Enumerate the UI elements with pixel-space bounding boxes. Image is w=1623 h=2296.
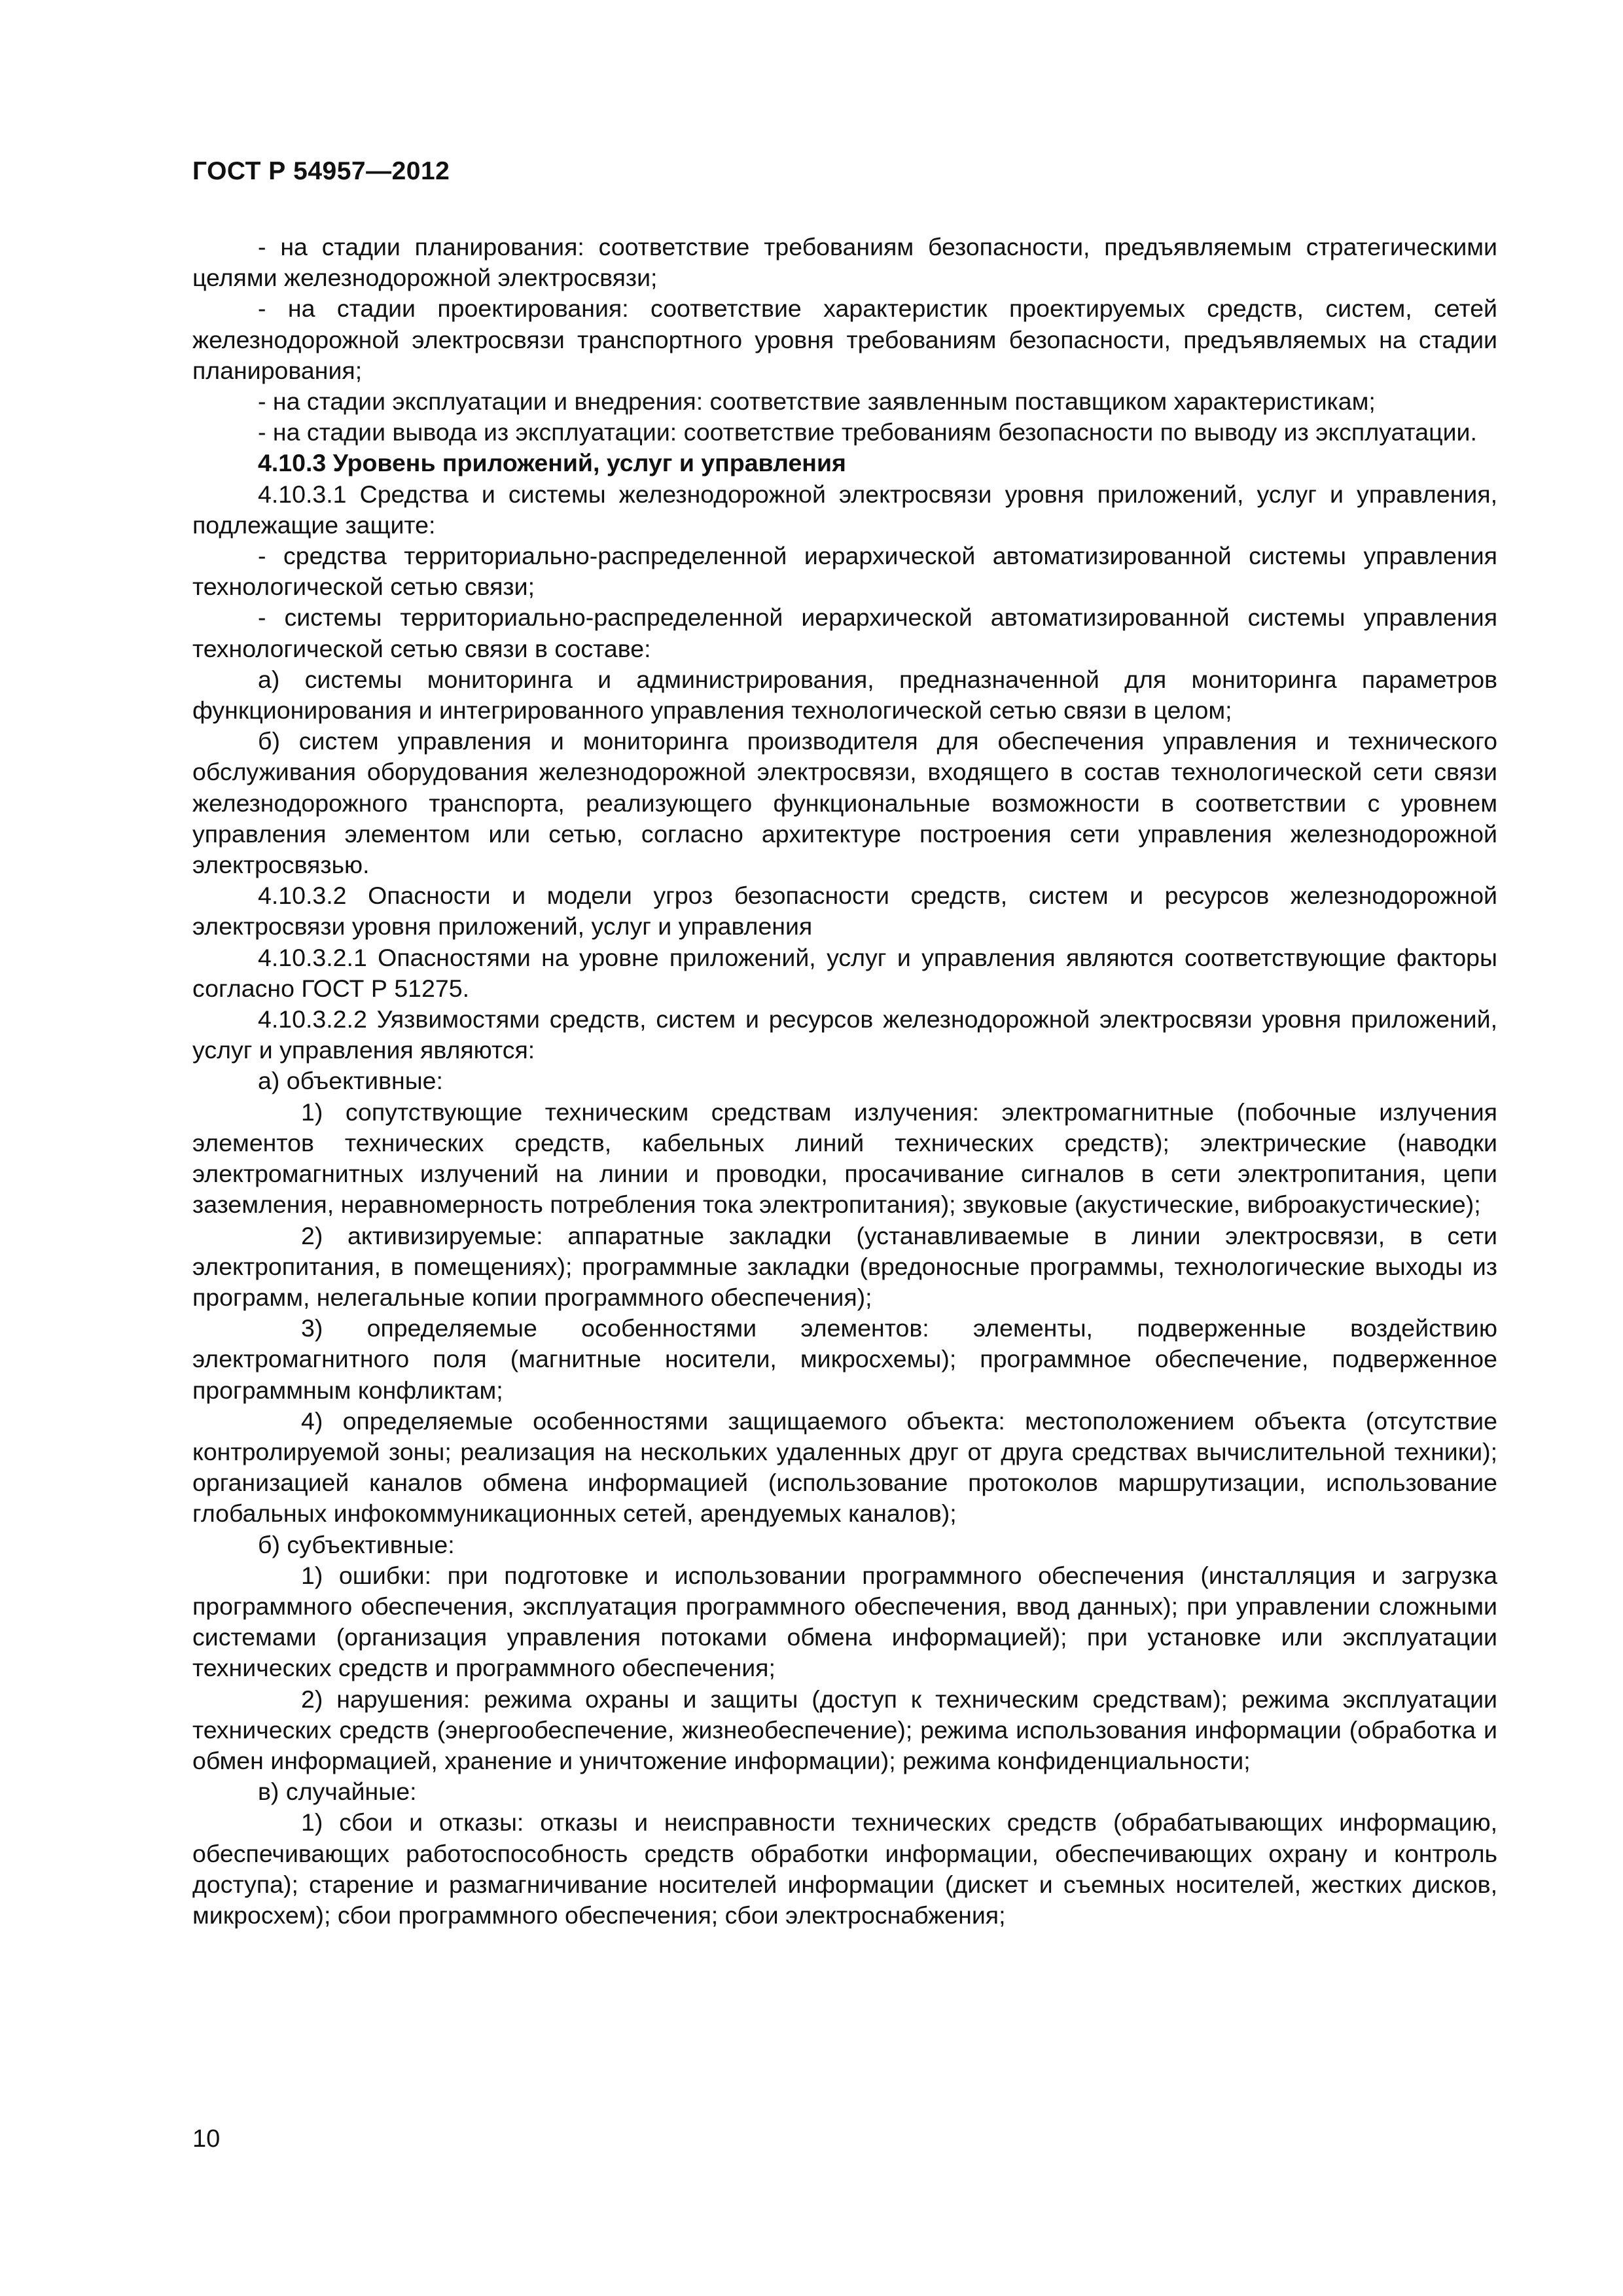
paragraph: б) систем управления и мониторинга производителя для обеспечения управления и технического обслуживания оборудования железнодорожной электросвязи, входящего в состав технологической сети связи железнодорожного транспорта, реализующего функциональные возможности в соответствии с уровнем управления элементом или сетью, согласно архитектуре построения сети управления железнодорожной электросвязью. (192, 727, 1497, 879)
paragraph: а) объективные: (258, 1067, 443, 1095)
document-header: ГОСТ Р 54957—2012 (192, 157, 450, 185)
paragraph: - на стадии вывода из эксплуатации: соответствие требованиям безопасности по выводу из эксплуатации. (258, 418, 1477, 446)
paragraph: 2) активизируемые: аппаратные закладки (устанавливаемые в линии электросвязи, в сети электропитания, в помещениях); программные закладки (вредоносные программы, технологические выходы из программ, нелегальные копии программного обеспечения); (192, 1221, 1497, 1311)
document-body (192, 232, 1497, 1931)
paragraph: 4.10.3.1 Средства и системы железнодорожной электросвязи уровня приложений, услуг и управления, подлежащие защите: (192, 480, 1497, 539)
paragraph: а) системы мониторинга и администрирования, предназначенной для мониторинга параметров функционирования и интегрированного управления технологической сетью связи в целом; (192, 665, 1497, 725)
paragraph: 1) сопутствующие техническим средствам излучения: электромагнитные (побочные излучения элементов технических средств, кабельных линий технических средств); электрические (наводки электромагнитных излучений на линии и проводки, просачивание сигналов в сети электропитания, цепи заземления, неравномерность потребления тока электропитания); звуковые (акустические, виброакустические); (192, 1098, 1497, 1219)
paragraph: 3) определяемые особенностями элементов: элементы, подверженные воздействию электромагнитного поля (магнитные носители, микросхемы); программное обеспечение, подверженное программным конфликтам; (192, 1314, 1497, 1404)
paragraph: 4.10.3.2.2 Уязвимостями средств, систем и ресурсов железнодорожной электросвязи уровня приложений, услуг и управления являются: (192, 1005, 1497, 1064)
page-number: 10 (192, 2125, 221, 2153)
paragraph: б) субъективные: (258, 1530, 455, 1558)
paragraph: - на стадии планирования: соответствие требованиям безопасности, предъявляемым стратегическими целями железнодорожной электросвязи; (192, 233, 1497, 292)
paragraph: 4.10.3.2.1 Опасностями на уровне приложений, услуг и управления являются соответствующие факторы согласно ГОСТ Р 51275. (192, 943, 1497, 1002)
paragraph: 2) нарушения: режима охраны и защиты (доступ к техническим средствам); режима эксплуатации технических средств (энергообеспечение, жизнеобеспечение); режима использования информации (обработка и обмен информацией, хранение и уничтожение информации); режима конфиденциальности; (192, 1685, 1497, 1774)
section-heading: 4.10.3 Уровень приложений, услуг и управления (258, 449, 846, 477)
paragraph: - на стадии эксплуатации и внедрения: соответствие заявленным поставщиком характеристикам; (258, 387, 1376, 416)
paragraph: 4) определяемые особенностями защищаемого объекта: местоположением объекта (отсутствие контролируемой зоны; реализация на нескольких удаленных друг от друга средствах вычислительной техники); организацией каналов обмена информацией (использование протоколов маршрутизации, использование глобальных инфокоммуникационных сетей, арендуемых каналов); (192, 1407, 1497, 1528)
paragraph: в) случайные: (258, 1778, 417, 1806)
paragraph: 1) ошибки: при подготовке и использовании программного обеспечения (инсталляция и загрузка программного обеспечения, эксплуатация программного обеспечения, ввод данных); при управлении сложными системами (организация управления потоками обмена информацией); при установке или эксплуатации технических средств и программного обеспечения; (192, 1561, 1497, 1682)
paragraph: - на стадии проектирования: соответствие характеристик проектируемых средств, систем, сетей железнодорожной электросвязи транспортного уровня требованиям безопасности, предъявляемых на стадии планирования; (192, 295, 1497, 384)
paragraph: - системы территориально-распределенной иерархической автоматизированной системы управления технологической сетью связи в составе: (192, 603, 1497, 662)
paragraph: - средства территориально-распределенной иерархической автоматизированной системы управления технологической сетью связи; (192, 542, 1497, 601)
paragraph: 4.10.3.2 Опасности и модели угроз безопасности средств, систем и ресурсов железнодорожной электросвязи уровня приложений, услуг и управления (192, 882, 1497, 941)
paragraph: 1) сбои и отказы: отказы и неисправности технических средств (обрабатывающих информацию, обеспечивающих работоспособность средств обработки информации, обеспечивающих охрану и контроль доступа); старение и размагничивание носителей информации (дискет и съемных носителей, жестких дисков, микросхем); сбои программного обеспечения; сбои электроснабжения; (192, 1808, 1497, 1929)
